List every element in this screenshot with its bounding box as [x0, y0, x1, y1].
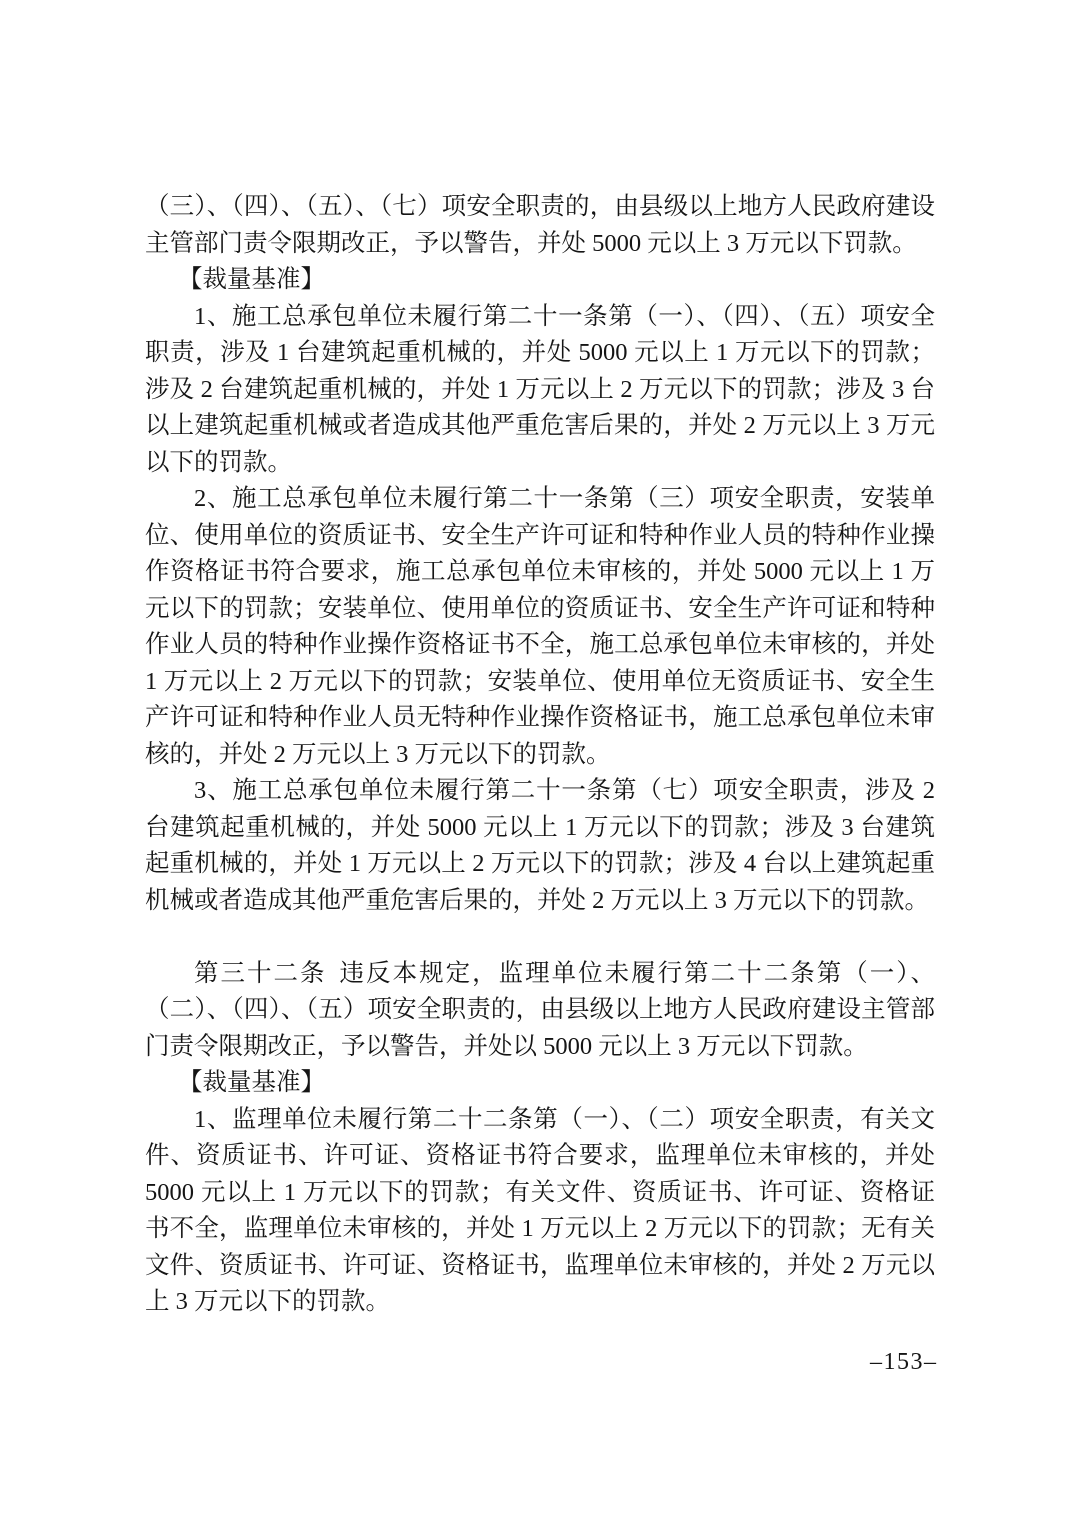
section2-item-1: 1、监理单位未履行第二十二条第（一）、（二）项安全职责，有关文件、资质证书、许可证、资格证书符合要求，监理单位未审核的，并处 5000 元以上 1 万元以下的罚款；有关文件、资质证书、许可证、资格证书不全，监理单位未审核的，并处 1 万元以上 2 万元以下的罚款；无有关文件、资质证书、许可证、资格证书，监理单位未审核的，并处 2 万元以上 3 万元以下的罚款。 — [145, 1105, 935, 1315]
document-text-block — [145, 189, 935, 1321]
section1-item-1: 1、施工总承包单位未履行第二十一条第（一）、（四）、（五）项安全职责，涉及 1 台建筑起重机械的，并处 5000 元以上 1 万元以下的罚款；涉及 2 台建筑起重机械的，并处 1 万元以上 2 万元以下的罚款；涉及 3 台以上建筑起重机械或者造成其他严重危害后果的，并处 2 万元以上 3 万元以下的罚款。 — [145, 302, 935, 476]
page-number: –153– — [870, 1349, 938, 1375]
article-32-paragraph — [145, 956, 935, 1066]
continuation-paragraph: （三）、（四）、（五）、（七）项安全职责的，由县级以上地方人民政府建设主管部门责令限期改正，予以警告，并处 5000 元以上 3 万元以下罚款。 — [145, 193, 935, 257]
blank-line — [145, 919, 935, 956]
article-32-body: 违反本规定，监理单位未履行第二十二条第（一）、（二）、（四）、（五）项安全职责的，由县级以上地方人民政府建设主管部门责令限期改正，予以警告，并处以 5000 元以上 3 万元以下罚款。 — [145, 959, 935, 1060]
section2-discretion-heading: 【裁量基准】 — [178, 1069, 325, 1096]
section1-item-2: 2、施工总承包单位未履行第二十一条第（三）项安全职责，安装单位、使用单位的资质证书、安全生产许可证和特种作业人员的特种作业操作资格证书符合要求，施工总承包单位未审核的，并处 5000 元以上 1 万元以下的罚款；安装单位、使用单位的资质证书、安全生产许可证和特种作业人员的特种作业操作资格证书不全，施工总承包单位未审核的，并处 1 万元以上 2 万元以下的罚款；安装单位、使用单位无资质证书、安全生产许可证和特种作业人员无特种作业操作资格证书，施工总承包单位未审核的，并处 2 万元以上 3 万元以下的罚款。 — [145, 485, 935, 768]
article-32-number: 第三十二条 — [194, 959, 327, 987]
section1-item-3: 3、施工总承包单位未履行第二十一条第（七）项安全职责，涉及 2 台建筑起重机械的，并处 5000 元以上 1 万元以下的罚款；涉及 3 台建筑起重机械的，并处 1 万元以上 2 万元以下的罚款；涉及 4 台以上建筑起重机械或者造成其他严重危害后果的，并处 2 万元以上 3 万元以下的罚款。 — [145, 777, 935, 914]
section1-discretion-heading: 【裁量基准】 — [178, 266, 325, 293]
